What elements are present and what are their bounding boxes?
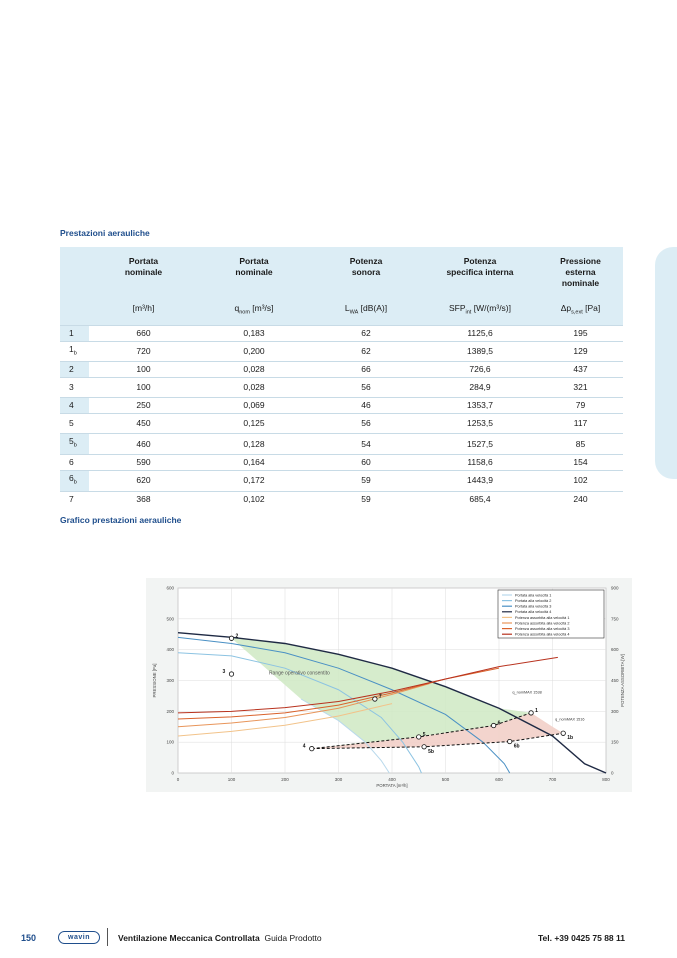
legend-entry: Potenza assorbita alla velocità 4 <box>515 632 570 637</box>
table-cell: 100 <box>89 362 198 378</box>
legend-entry: Portata alla velocità 2 <box>515 599 552 603</box>
table-cell: 0,172 <box>198 471 310 492</box>
table-cell: 66 <box>310 362 422 378</box>
row-index: 2 <box>60 362 89 378</box>
y2-tick-label: 300 <box>611 708 619 714</box>
operating-point-label: 6 <box>497 720 501 727</box>
unit-cell: $q_{nom}$ [m³/s] <box>198 293 310 325</box>
operating-point-label: 3 <box>222 669 226 676</box>
table-cell: 460 <box>89 434 198 455</box>
table-cell: 726,6 <box>422 362 538 378</box>
index-header <box>60 247 89 293</box>
unit-cell: $\Delta p_{s,ext}$ [Pa] <box>538 293 623 325</box>
y2-tick-label: 900 <box>611 585 619 591</box>
operating-point <box>508 739 512 743</box>
table-cell: 590 <box>89 455 198 471</box>
row-index: 6 <box>60 455 89 471</box>
table-cell: 1253,5 <box>422 414 538 434</box>
table-row <box>60 414 623 434</box>
header-cell: Portata nominale <box>89 247 198 293</box>
table-cell: 100 <box>89 378 198 398</box>
table-cell: 1158,6 <box>422 455 538 471</box>
table-row <box>60 455 623 471</box>
annotation-label: q_nomMAX 1538 <box>512 690 542 695</box>
table-row <box>60 398 623 414</box>
y2-tick-label: 0 <box>611 770 614 776</box>
annotation-label: q_nomMAX 1516 <box>555 717 585 722</box>
table-cell: 59 <box>310 491 422 507</box>
table-cell: 720 <box>89 341 198 362</box>
table-cell: 0,128 <box>198 434 310 455</box>
footer-title <box>118 933 322 943</box>
row-index: $1_b$ <box>60 341 89 362</box>
operating-point <box>561 731 565 735</box>
table-cell: 250 <box>89 398 198 414</box>
y2-axis-label: POTENZA ASSORBITA [W] <box>620 654 625 707</box>
table-cell: 0,028 <box>198 378 310 398</box>
page-number: 150 <box>21 933 37 943</box>
x-tick-label: 600 <box>495 777 503 782</box>
table-row <box>60 471 623 492</box>
table-cell: 102 <box>538 471 623 492</box>
legend-entry: Portata alla velocità 4 <box>515 610 552 615</box>
y2-tick-label: 150 <box>611 739 619 745</box>
y-axis-label: PRESSIONE [Pa] <box>152 663 157 698</box>
table-cell: 0,183 <box>198 325 310 341</box>
y-tick-label: 600 <box>166 585 174 591</box>
table-cell: 154 <box>538 455 623 471</box>
table-cell: 0,069 <box>198 398 310 414</box>
table-cell: 240 <box>538 491 623 507</box>
legend-entry: Portata alla velocità 1 <box>515 593 552 598</box>
table-cell: 284,9 <box>422 378 538 398</box>
footer-title-light: Guida Prodotto <box>264 933 322 943</box>
table-cell: 54 <box>310 434 422 455</box>
header-cell: Potenza sonora <box>310 247 422 293</box>
table-row <box>60 362 623 378</box>
section-title: Prestazioni aerauliche <box>60 228 150 238</box>
operating-point <box>491 723 495 727</box>
header-cell: Portata nominale <box>198 247 310 293</box>
legend-entry: Potenza assorbita alla velocità 3 <box>515 627 570 631</box>
x-tick-label: 100 <box>227 777 236 782</box>
region-label: Range operativo consentito <box>268 670 330 677</box>
operating-point-label: 2 <box>235 633 239 640</box>
x-tick-label: 0 <box>176 777 180 782</box>
row-index: 3 <box>60 378 89 398</box>
y2-tick-label: 600 <box>611 647 619 653</box>
header-cell: Potenza specifica interna <box>422 247 538 293</box>
row-index: $6_b$ <box>60 471 89 492</box>
operating-point-label: 7 <box>378 694 382 700</box>
table-cell: 1443,9 <box>422 471 538 492</box>
performance-chart <box>146 578 632 792</box>
table-cell: 0,164 <box>198 455 310 471</box>
operating-point-label: 6b <box>513 743 520 750</box>
operating-point <box>229 636 233 640</box>
table-cell: 129 <box>538 341 623 362</box>
operating-point <box>229 672 233 676</box>
table-cell: 321 <box>538 378 623 398</box>
operating-point-label: 1 <box>535 707 538 714</box>
table-cell: 1527,5 <box>422 434 538 455</box>
table-cell: 0,125 <box>198 414 310 434</box>
table-row <box>60 491 623 507</box>
table-cell: 56 <box>310 378 422 398</box>
row-index: $5_b$ <box>60 434 89 455</box>
y-tick-label: 100 <box>166 739 174 745</box>
y2-tick-label: 450 <box>611 678 619 683</box>
index-unit <box>60 293 89 325</box>
wavin-logo: wavin <box>58 931 100 944</box>
unit-cell: [m³/h] <box>89 293 198 325</box>
operating-point-label: 4 <box>302 743 306 750</box>
y2-tick-label: 750 <box>611 616 619 622</box>
x-tick-label: 700 <box>548 777 557 782</box>
table-cell: 62 <box>310 341 422 362</box>
legend-entry: Potenza assorbita alla velocità 2 <box>515 621 570 626</box>
table-cell: 46 <box>310 398 422 414</box>
table-cell: 368 <box>89 491 198 507</box>
operating-point <box>422 745 426 749</box>
table-cell: 1125,6 <box>422 325 538 341</box>
legend-entry: Potenza assorbita alla velocità 1 <box>515 615 570 620</box>
row-index: 5 <box>60 414 89 434</box>
table-cell: 0,028 <box>198 362 310 378</box>
table-cell: 85 <box>538 434 623 455</box>
table-row <box>60 325 623 341</box>
table-cell: 0,102 <box>198 491 310 507</box>
x-tick-label: 200 <box>281 777 289 782</box>
header-cell: Pressione esterna nominale <box>538 247 623 293</box>
chart-section-title: Grafico prestazioni aerauliche <box>60 515 182 525</box>
unit-cell: $L_{WA}$ [dB(A)] <box>310 293 422 325</box>
legend-entry: Portata alla velocità 3 <box>515 604 552 609</box>
operating-point <box>310 746 314 750</box>
table-cell: 1389,5 <box>422 341 538 362</box>
table-cell: 620 <box>89 471 198 492</box>
x-tick-label: 300 <box>334 777 343 782</box>
table-cell: 0,200 <box>198 341 310 362</box>
x-axis-label: PORTATA [m³/h] <box>376 783 408 788</box>
operating-point-label: 5 <box>422 731 426 738</box>
x-tick-label: 800 <box>602 777 610 782</box>
row-index: 4 <box>60 398 89 414</box>
row-index: 1 <box>60 325 89 341</box>
table-row <box>60 434 623 455</box>
operating-point-label: 1b <box>567 735 574 742</box>
table-cell: 437 <box>538 362 623 378</box>
row-index: 7 <box>60 491 89 507</box>
operating-point <box>529 711 533 715</box>
table-cell: 62 <box>310 325 422 341</box>
table-cell: 117 <box>538 414 623 434</box>
y-tick-label: 0 <box>171 770 174 776</box>
operating-point <box>373 697 377 701</box>
footer-title-bold: Ventilazione Meccanica Controllata <box>118 933 260 943</box>
operating-point-label: 5b <box>428 748 434 755</box>
unit-cell: $SFP_{int}$ [W/(m³/s)] <box>422 293 538 325</box>
chart-svg <box>146 578 632 792</box>
footer-tel: Tel. +39 0425 75 88 11 <box>537 933 625 943</box>
y-tick-label: 500 <box>166 616 174 622</box>
x-tick-label: 500 <box>441 777 450 782</box>
y-tick-label: 200 <box>166 708 174 714</box>
footer-divider <box>107 928 108 946</box>
side-tab-decoration <box>655 247 677 479</box>
footer <box>0 928 677 948</box>
table-cell: 685,4 <box>422 491 538 507</box>
y-tick-label: 400 <box>166 647 174 653</box>
x-tick-label: 400 <box>388 777 396 782</box>
table-cell: 60 <box>310 455 422 471</box>
performance-table <box>60 247 623 507</box>
table-cell: 1353,7 <box>422 398 538 414</box>
table-cell: 56 <box>310 414 422 434</box>
table-cell: 660 <box>89 325 198 341</box>
table-cell: 79 <box>538 398 623 414</box>
y-tick-label: 300 <box>166 678 174 683</box>
table-body <box>60 325 623 507</box>
table-cell: 195 <box>538 325 623 341</box>
table-cell: 450 <box>89 414 198 434</box>
table-cell: 59 <box>310 471 422 492</box>
table-row <box>60 378 623 398</box>
operating-point <box>417 735 421 739</box>
table-row <box>60 341 623 362</box>
